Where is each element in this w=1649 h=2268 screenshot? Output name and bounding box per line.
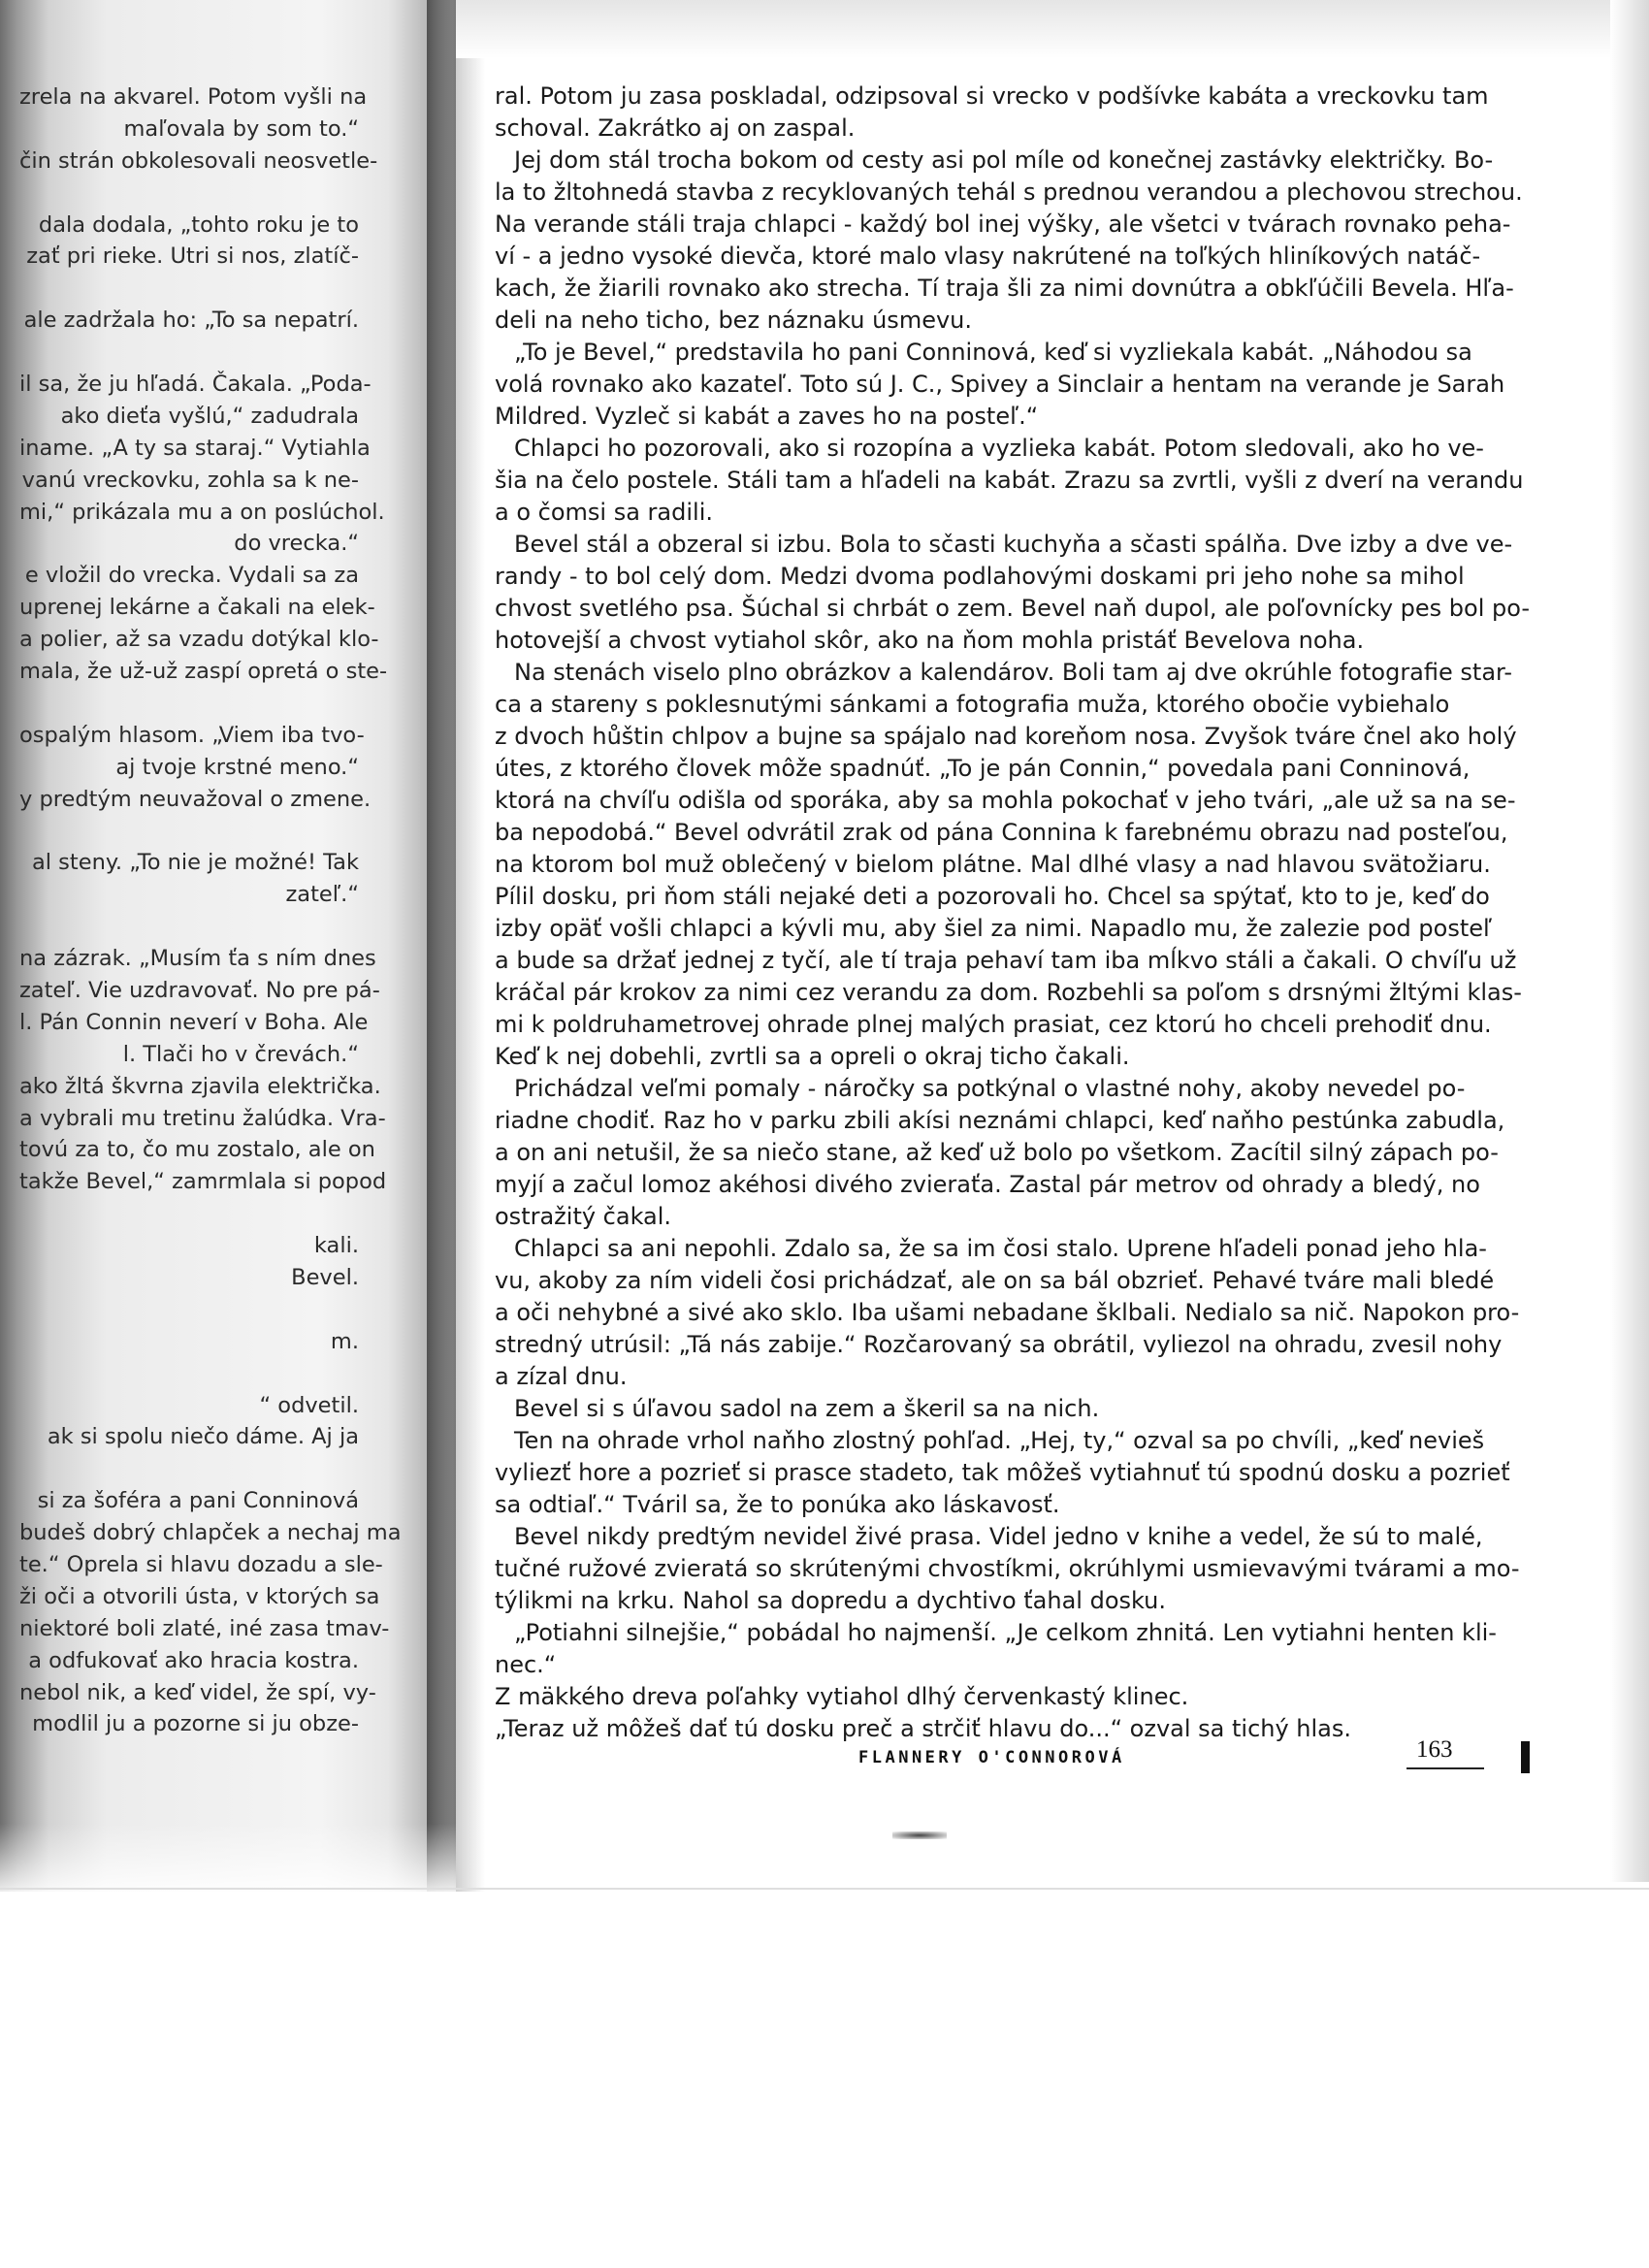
left-text-line: ži oči a otvorili ústa, v ktorých sa [19, 1583, 380, 1609]
left-text-line: ak si spolu niečo dáme. Aj ja [47, 1424, 359, 1450]
body-text-line: šia na čelo postele. Stáli tam a hľadeli na kabát. Zrazu sa zvrtli, vyšli z dverí na verandu [495, 467, 1524, 494]
body-text-line: Mildred. Vyzleč si kabát a zaves ho na posteľ.“ [495, 403, 1039, 430]
body-text-line: „Potiahni silnejšie,“ pobádal ho najmenší. „Je celkom zhnitá. Len vytiahni henten kli- [514, 1619, 1497, 1646]
book-gutter-shadow [427, 0, 485, 1892]
left-text-line: e vložil do vrecka. Vydali sa za [24, 563, 359, 589]
body-text-line: volá rovnako ako kazateľ. Toto sú J. C., Spivey a Sinclair a hentam na verande je Sarah [495, 371, 1505, 398]
left-text-line: ako žltá škvrna zjavila električka. [19, 1073, 381, 1099]
left-text-line: a odfukovať ako hracia kostra. [28, 1647, 359, 1673]
body-text-line: a bude sa držať jednej z tyčí, ale tí traja pehaví tam iba mĺkvo stáli a čakali. O chvíľu už [495, 947, 1517, 974]
left-text-line: ale zadržala ho: „To sa nepatrí. [23, 308, 359, 334]
page-number: 163 [1416, 1736, 1453, 1763]
left-line-gap [19, 1294, 359, 1326]
left-text-line: zrela na akvarel. Potom vyšli na [19, 84, 368, 110]
body-text-line: Prichádzal veľmi pomaly - náročky sa potkýnal o vlastné nohy, akoby nevedel po- [514, 1075, 1466, 1102]
left-text-line: m. [330, 1328, 359, 1354]
scan-page-edge [0, 1888, 1649, 1890]
body-text-line: Pílil dosku, pri ňom stáli nejaké deti a pozorovali ho. Chcel sa spýtať, kto to je, keď do [495, 883, 1490, 910]
body-text-line: Na stenách viselo plno obrázkov a kalendárov. Boli tam aj dve okrúhle fotografie star- [514, 659, 1513, 686]
body-text-line: myjí a začul lomoz akéhosi divého zvieraťa. Zastal pár metrov od ohrady a bledý, no [495, 1171, 1480, 1198]
body-text-line: Keď k nej dobehli, zvrtli sa a opreli o okraj ticho čakali. [495, 1043, 1130, 1070]
left-text-line: ospalým hlasom. „Viem iba tvo- [19, 722, 365, 748]
left-text-line: nebol nik, a keď videl, že spí, vy- [19, 1679, 376, 1705]
left-text-line: a polier, až sa vzadu dotýkal klo- [19, 627, 379, 653]
body-text-line: a on ani netušil, že sa niečo stane, až keď už bolo po všetkom. Zacítil silný zápach po- [495, 1139, 1499, 1166]
left-text-line: takže Bevel,“ zamrmlala si popod [19, 1169, 387, 1195]
left-text-line: vanú vreckovku, zohla sa k ne- [21, 467, 359, 493]
body-text-line: a o čomsi sa radili. [495, 499, 713, 526]
body-text-line: „To je Bevel,“ predstavila ho pani Conninová, keď si vyzliekala kabát. „Náhodou sa [514, 339, 1472, 366]
body-text-line: nec.“ [495, 1651, 557, 1678]
left-line-gap [19, 911, 359, 943]
body-text-line: mi k poldruhametrovej ohrade plnej malých prasiat, cez ktorú ho chceli prehodiť dnu. [495, 1011, 1492, 1038]
body-text-line: ca a stareny s poklesnutými sánkami a fotografia muža, ktorého obočie vybiehalo [495, 691, 1450, 718]
left-text-line: do vrecka.“ [234, 531, 359, 557]
left-line-gap [19, 1198, 359, 1230]
body-text-line: ví - a jedno vysoké dievča, ktoré malo vlasy nakrútené na toľkých hliníkových natáč- [495, 243, 1481, 270]
left-text-line: al steny. „To nie je možné! Tak [31, 850, 359, 876]
top-edge-shadow [456, 0, 1649, 58]
left-text-line: kali. [313, 1233, 359, 1259]
left-line-gap [19, 688, 359, 720]
body-text-line: Bevel si s úľavou sadol na zem a škeril sa na nich. [514, 1395, 1100, 1422]
body-text-line: útes, z ktorého človek môže spadnúť. „To je pán Connin,“ povedala pani Conninová, [495, 755, 1471, 782]
body-text-line: Chlapci sa ani nepohli. Zdalo sa, že sa im čosi stalo. Uprene hľadeli ponad jeho hla- [514, 1235, 1487, 1262]
body-text-line: stredný utrúsil: „Tá nás zabije.“ Rozčarovaný sa obrátil, vyliezol na ohradu, zvesil nohy [495, 1331, 1503, 1358]
scan-smudge [892, 1831, 947, 1839]
running-footer-author: FLANNERY O'CONNOROVÁ [858, 1748, 1125, 1767]
body-text-line: Bevel nikdy predtým nevidel živé prasa. Videl jedno v knihe a vedel, že sú to malé, [514, 1523, 1483, 1550]
body-text-line: kach, že žiarili rovnako ako strecha. Tí traja šli za nimi dovnútra a obkľúčili Bevela. Hľa- [495, 275, 1514, 302]
left-line-gap [19, 815, 359, 847]
page-number-rule [1406, 1767, 1484, 1769]
body-text-line: Z mäkkého dreva poľahky vytiahol dlhý červenkastý klinec. [495, 1683, 1189, 1710]
body-text-line: deli na neho ticho, bez náznaku úsmevu. [495, 307, 972, 334]
left-text-line: mi,“ prikázala mu a on poslúchol. [19, 499, 385, 525]
left-text-line: tovú za to, čo mu zostalo, ale on [19, 1137, 375, 1163]
body-text-line: ba nepodobá.“ Bevel odvrátil zrak od pána Connina k farebnému obrazu nad posteľou, [495, 819, 1508, 846]
body-text-line: ktorá na chvíľu odišla od sporáka, aby sa mohla pokochať v jeho tvári, „ale už sa na se- [495, 787, 1516, 814]
left-text-line: uprenej lekárne a čakali na elek- [19, 595, 375, 621]
left-line-gap [19, 273, 359, 305]
left-text-line: modlil ju a pozorne si ju obze- [32, 1711, 359, 1737]
left-text-line: il sa, že ju hľadá. Čakala. „Poda- [19, 372, 372, 398]
body-text-line: Jej dom stál trocha bokom od cesty asi pol míle od konečnej zastávky električky. Bo- [514, 146, 1494, 174]
left-text-line: a vybrali mu tretinu žalúdka. Vra- [19, 1105, 386, 1131]
left-text-line: iname. „A ty sa staraj.“ Vytiahla [19, 435, 371, 461]
left-text-line: zať pri rieke. Utri si nos, zlatíč- [26, 243, 359, 270]
body-text-line: izby opäť vošli chlapci a kývli mu, aby šiel za nimi. Napadlo mu, že zalezie pod posteľ [495, 915, 1493, 942]
body-text-line: z dvoch hůštin chlpov a bujne sa spájalo nad koreňom nosa. Zvyšok tváre čnel ako holý [495, 723, 1517, 750]
body-text-line: Na verande stáli traja chlapci - každý bol inej výšky, ale všetci v tvárach rovnako peha- [495, 211, 1511, 238]
body-text-line: chvost svetlého psa. Šúchal si chrbát o zem. Bevel naň dupol, ale poľovnícky pes bol po- [495, 595, 1531, 622]
body-text-line: na ktorom bol muž oblečený v bielom plátne. Mal dlhé vlasy a nad hlavou svätožiaru. [495, 851, 1491, 878]
left-text-line: na zázrak. „Musím ťa s ním dnes [19, 946, 376, 972]
left-text-line: budeš dobrý chlapček a nechaj ma [19, 1520, 402, 1546]
body-text-line: schoval. Zakrátko aj on zaspal. [495, 114, 856, 142]
body-text-line: kráčal pár krokov za nimi cez verandu za dom. Rozbehli sa poľom s drsnými žltými klas- [495, 979, 1522, 1006]
left-text-line: y predtým neuvažoval o zmene. [19, 786, 372, 812]
body-text-line: týlikmi na krku. Nahol sa dopredu a dychtivo ťahal dosku. [495, 1587, 1167, 1614]
left-text-line: ako dieťa vyšlú,“ zadudrala [60, 403, 359, 429]
body-text-line: Chlapci ho pozorovali, ako si rozopína a vyzlieka kabát. Potom sledovali, ako ho ve- [514, 435, 1484, 462]
left-text-line: zateľ. Vie uzdravovať. No pre pá- [19, 977, 380, 1003]
left-text-line: niektoré boli zlaté, iné zasa tmav- [19, 1615, 390, 1641]
right-page-text [495, 81, 1531, 1745]
left-text-line: zateľ.“ [285, 882, 359, 908]
left-line-gap [19, 1453, 359, 1485]
body-text-line: vu, akoby za ním videli čosi prichádzať, ale on sa bál obzrieť. Pehavé tváre mali bledé [495, 1267, 1495, 1294]
left-text-line: maľovala by som to.“ [123, 115, 359, 142]
body-text-line: Ten na ohrade vrhol naňho zlostný pohľad. „Hej, ty,“ ozval sa po chvíli, „keď nevieš [514, 1427, 1485, 1454]
left-text-line: Bevel. [291, 1264, 359, 1290]
left-page-bottom-fade [0, 1824, 456, 1901]
body-text-line: Bevel stál a obzeral si izbu. Bola to sčasti kuchyňa a sčasti spálňa. Dve izby a dve ve- [514, 531, 1513, 558]
left-text-line: l. Pán Connin neverí v Boha. Ale [19, 1009, 369, 1035]
left-text-line: aj tvoje krstné meno.“ [115, 754, 359, 780]
left-text-line: čin strán obkolesovali neosvetle- [19, 147, 378, 174]
left-line-gap [19, 337, 359, 369]
left-text-line: “ odvetil. [259, 1392, 359, 1418]
body-text-line: vyliezť hore a pozrieť si prasce stadeto, tak môžeš vytiahnuť tú spodnú dosku a pozrieť [495, 1459, 1510, 1486]
left-text-line: si za šoféra a pani Conninová [37, 1488, 359, 1514]
right-edge-shadow [1610, 0, 1649, 1882]
left-text-line: mala, že už-už zaspí opretá o ste- [19, 659, 388, 685]
left-text-line: dala dodala, „tohto roku je to [38, 211, 359, 238]
left-text-line: l. Tlači ho v črevách.“ [122, 1041, 359, 1067]
body-text-line: tučné ružové zvieratá so skrútenými chvostíkmi, okrúhlymi usmievavými tvárami a mo- [495, 1555, 1520, 1582]
body-text-line: ral. Potom ju zasa poskladal, odzipsoval si vrecko v podšívke kabáta a vreckovku tam [495, 82, 1489, 110]
body-text-line: hotovejší a chvost vytiahol skôr, ako na ňom mohla pristáť Bevelova noha. [495, 627, 1365, 654]
body-text-line: sa odtiaľ.“ Tváril sa, že to ponúka ako láskavosť. [495, 1491, 1060, 1518]
footer-marker-bar [1521, 1741, 1530, 1773]
left-line-gap [19, 1358, 359, 1390]
left-line-gap [19, 178, 359, 210]
left-text-line: te.“ Oprela si hlavu dozadu a sle- [19, 1551, 383, 1577]
body-text-line: a oči nehybné a sivé ako sklo. Iba ušami nebadane šklbali. Nedialo sa nič. Napokon pro- [495, 1299, 1520, 1326]
body-text-line: „Teraz už môžeš dať tú dosku preč a strčiť hlavu do...“ ozval sa tichý hlas. [495, 1715, 1352, 1742]
body-text-line: randy - to bol celý dom. Medzi dvoma podlahovými doskami pri jeho nohe sa mihol [495, 563, 1465, 590]
body-text-line: ostražitý čakal. [495, 1203, 672, 1230]
left-page-text [19, 81, 402, 1740]
body-text-line: riadne chodiť. Raz ho v parku zbili akísi neznámi chlapci, keď naňho pestúnka zabudla, [495, 1107, 1505, 1134]
body-text-line: a zízal dnu. [495, 1363, 628, 1390]
body-text-line: la to žltohnedá stavba z recyklovaných tehál s prednou verandou a plechovou strechou. [495, 178, 1523, 206]
